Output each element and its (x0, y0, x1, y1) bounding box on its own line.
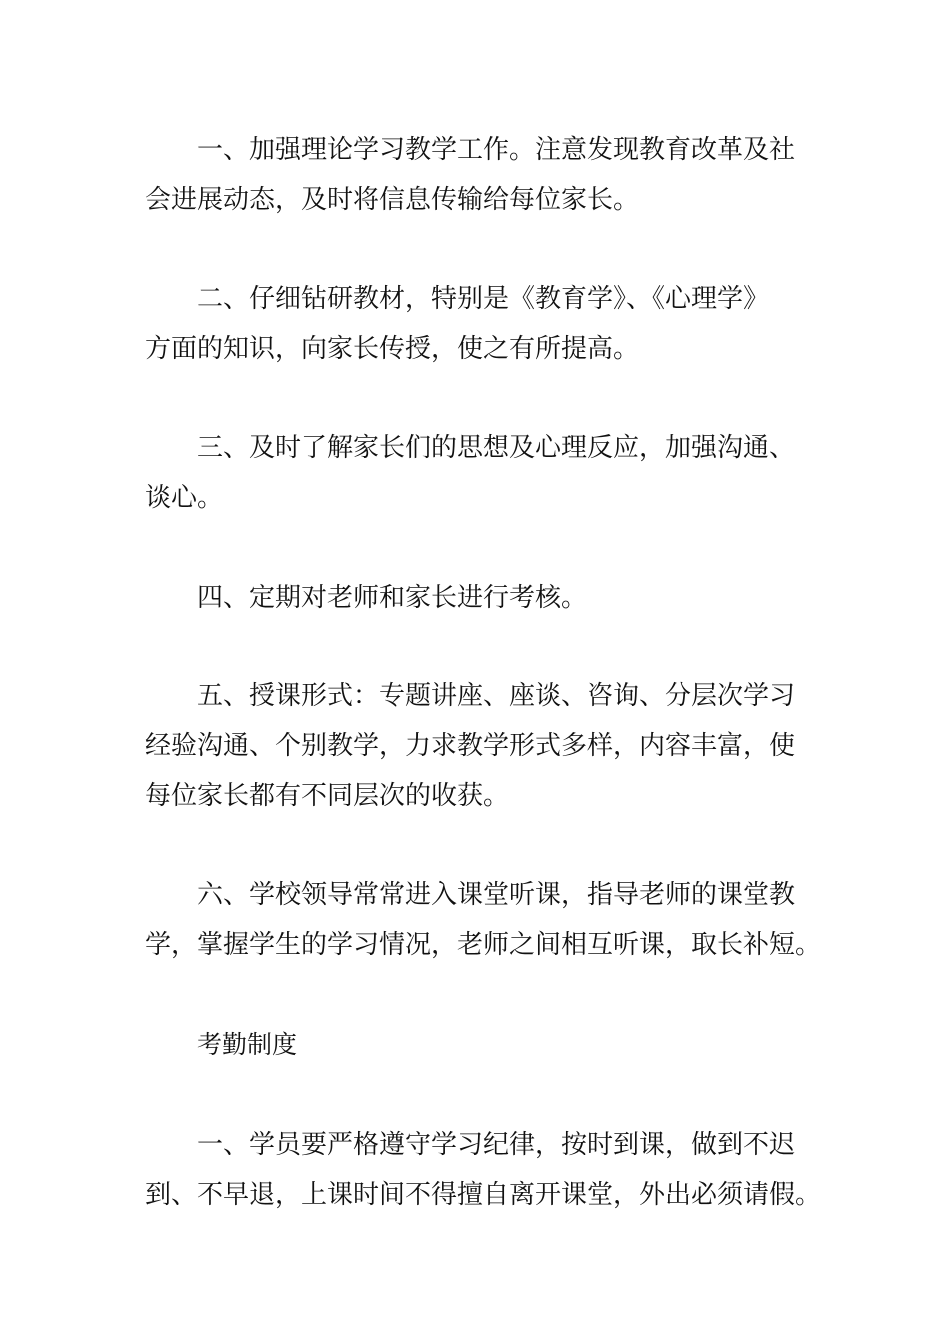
paragraph-2 (145, 274, 809, 374)
paragraph-line: 经验沟通、个别教学，力求教学形式多样，内容丰富，使 (145, 731, 796, 761)
paragraph-line: 四、定期对老师和家长进行考核。 (197, 583, 588, 613)
paragraph-7 (145, 1120, 822, 1220)
paragraph-line: 二、仔细钻研教材，特别是《教育学》、《心理学》 (197, 284, 770, 314)
paragraph-line: 每位家长都有不同层次的收获。 (145, 781, 510, 811)
paragraph-line: 五、授课形式：专题讲座、座谈、咨询、分层次学习 (197, 681, 796, 711)
paragraph-line: 一、加强理论学习教学工作。注意发现教育改革及社 (197, 135, 796, 165)
paragraph-line: 学，掌握学生的学习情况，老师之间相互听课，取长补短。 (145, 930, 822, 960)
paragraph-line: 谈心。 (145, 483, 224, 513)
paragraph-3 (145, 423, 809, 523)
paragraph-5 (145, 671, 809, 821)
section-heading (145, 1020, 809, 1070)
paragraph-line: 会进展动态，及时将信息传输给每位家长。 (145, 185, 640, 215)
paragraph-line: 六、学校领导常常进入课堂听课，指导老师的课堂教 (197, 880, 796, 910)
paragraph-line: 三、及时了解家长们的思想及心理反应，加强沟通、 (197, 433, 796, 463)
section-heading-text: 考勤制度 (197, 1030, 298, 1059)
paragraph-4 (145, 573, 809, 623)
paragraph-6 (145, 870, 822, 970)
paragraph-1 (145, 125, 809, 225)
paragraph-line: 方面的知识，向家长传授，使之有所提高。 (145, 334, 640, 364)
paragraph-line: 一、学员要严格遵守学习纪律，按时到课，做到不迟 (197, 1130, 796, 1160)
paragraph-line: 到、不早退，上课时间不得擅自离开课堂，外出必须请假。 (145, 1180, 822, 1210)
